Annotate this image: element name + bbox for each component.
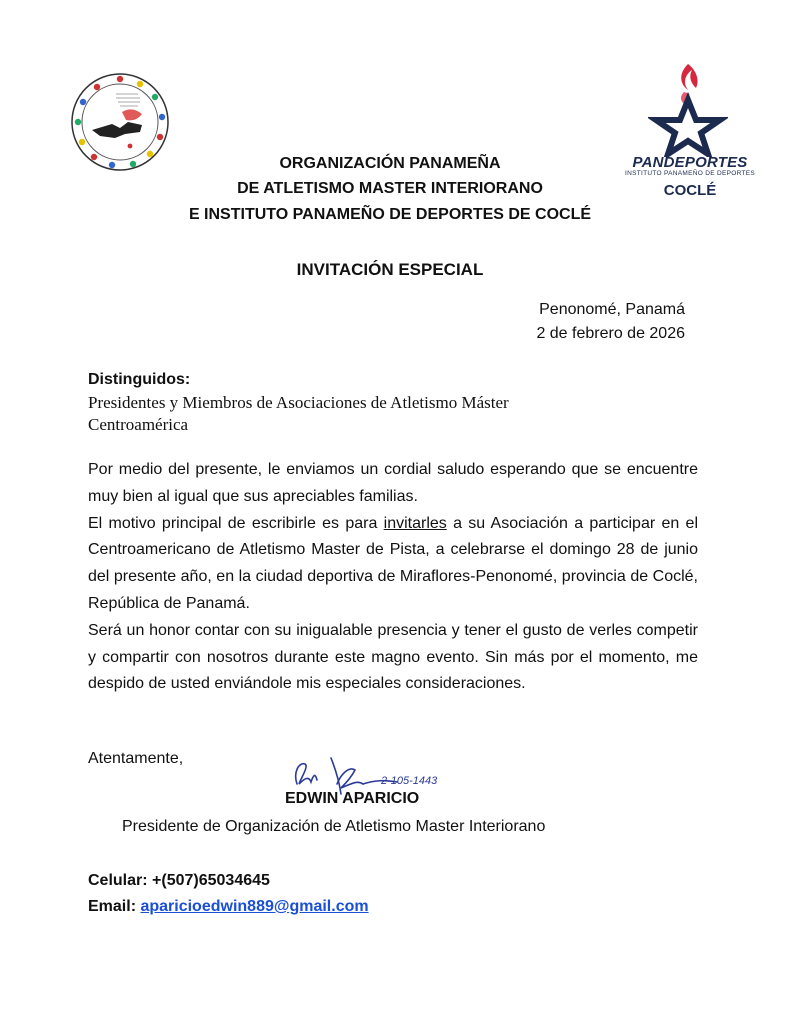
phone-label: Celular: xyxy=(88,872,148,889)
recipient-line1: Presidentes y Miembros de Asociaciones de Atletismo Máster xyxy=(88,393,509,412)
brand-name: PANDEPORTES xyxy=(632,154,748,171)
recipient-label: Distinguidos: xyxy=(88,371,191,388)
org-heading-line1: ORGANIZACIÓN PANAMEÑA xyxy=(279,155,501,172)
signer-title: Presidente de Organización de Atletismo Master Interiorano xyxy=(122,818,546,835)
email-line xyxy=(88,898,369,916)
place: Penonomé, Panamá xyxy=(539,301,685,318)
date: 2 de febrero de 2026 xyxy=(536,325,685,342)
body-paragraph-2-end: a su Asociación a participar en el Centroamericano de Atletismo Master de Pista, a celebrarse el domingo 28 de junio del presente año, en la ciudad deportiva de Miraflores-Penonomé, provincia de Coclé, República de Panamá. xyxy=(88,514,698,612)
phone-line xyxy=(88,872,270,890)
body-paragraph-3: Será un honor contar con su inigualable presencia y tener el gusto de verles competir y compartir con nosotros durante este magno evento. Sin más por el momento, me despido de usted enviándole mis especiales consideraciones. xyxy=(88,621,698,693)
email-label: Email: xyxy=(88,898,137,915)
letter-body xyxy=(88,457,698,698)
phone-number: +(507)65034645 xyxy=(152,872,270,889)
body-paragraph-1: Por medio del presente, le enviamos un cordial saludo esperando que se encuentre muy bien al igual que sus apreciables familias. xyxy=(88,461,698,505)
body-paragraph-2 xyxy=(88,511,698,618)
document-title: INVITACIÓN ESPECIAL xyxy=(296,260,484,279)
closing: Atentamente, xyxy=(88,750,184,767)
signer-name: EDWIN APARICIO xyxy=(285,790,420,807)
email-link[interactable]: aparicioedwin889@gmail.com xyxy=(140,898,369,915)
brand-subtitle: INSTITUTO PANAMEÑO DE DEPORTES xyxy=(625,170,755,177)
org-heading-line3: E INSTITUTO PANAMEÑO DE DEPORTES DE COCLÉ xyxy=(188,206,592,223)
signature-id-note: 2-105-1443 xyxy=(381,775,438,787)
invitation-underlined-word: invitarles xyxy=(383,514,447,532)
region-name: COCLÉ xyxy=(663,182,717,199)
body-paragraph-2-start: El motivo principal de escribirle es para xyxy=(88,514,384,532)
org-heading-line2: DE ATLETISMO MASTER INTERIORANO xyxy=(237,180,543,197)
recipient-line2: Centroamérica xyxy=(88,415,189,434)
pandeportes-logo xyxy=(648,62,728,157)
